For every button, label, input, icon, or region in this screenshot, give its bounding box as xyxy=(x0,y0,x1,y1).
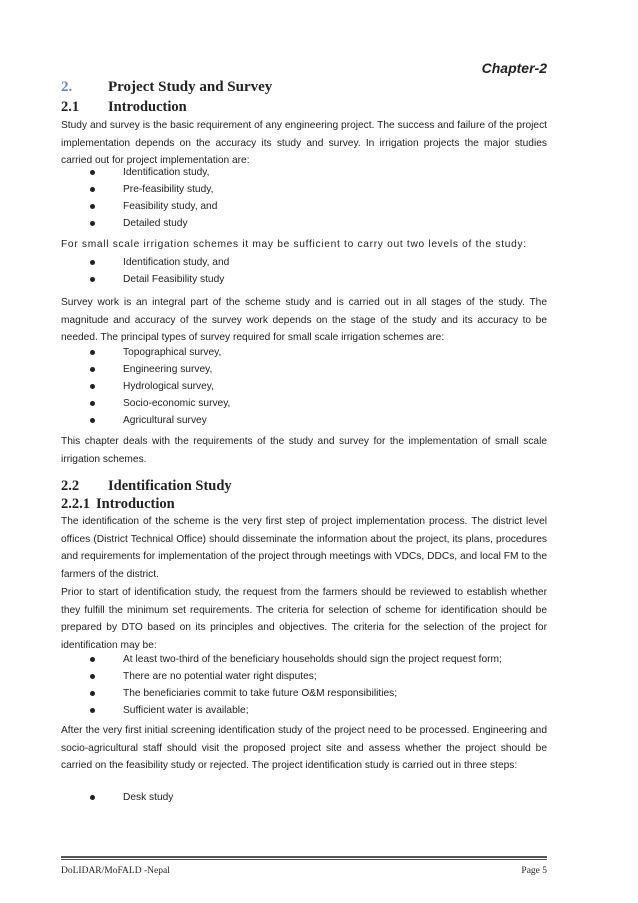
section-heading-2-1 xyxy=(61,99,187,116)
paragraph-levels: For small scale irrigation schemes it may be sufficient to carry out two levels of the study: xyxy=(61,239,527,250)
paragraph-chapter-scope: This chapter deals with the requirements of the study and survey for the implementation of small scale irrigation schemes. xyxy=(61,436,547,465)
section-title: Introduction xyxy=(108,99,187,115)
chapter-label: Chapter-2 xyxy=(481,60,547,76)
bullet-icon xyxy=(90,170,95,175)
bullet-icon xyxy=(90,795,95,800)
list-item: Topographical survey, xyxy=(90,344,230,361)
bullet-icon xyxy=(90,277,95,282)
list-item: Engineering survey, xyxy=(90,361,230,378)
bullet-icon xyxy=(90,221,95,226)
list-item: Identification study, xyxy=(90,164,217,181)
list-item: The beneficiaries commit to take future O&M responsibilities; xyxy=(90,685,502,702)
section-number: 2.2 xyxy=(61,478,80,494)
paragraph-criteria: Prior to start of identification study, the request from the farmers should be reviewed to establish whether they fulfill the minimum set requirements. The criteria for selection of scheme for identification should be prepared by DTO based on its principles and objectives. The criteria for the selection of the project for identification may be: xyxy=(61,587,547,651)
section-title: Introduction xyxy=(96,496,175,512)
list-item: Agricultural survey xyxy=(90,412,230,429)
list-item: At least two-third of the beneficiary households should sign the project request form; xyxy=(90,651,502,668)
bullet-icon xyxy=(90,204,95,209)
bullet-icon xyxy=(90,401,95,406)
paragraph-screening: After the very first initial screening identification study of the project need to be processed. Engineering and socio-agricultural staff should visit the proposed project site and assess whether the project should be carried on the feasibility study or rejected. The project identification study is carried out in three steps: xyxy=(61,725,547,771)
list-item: Desk study xyxy=(90,789,173,806)
bullet-icon xyxy=(90,260,95,265)
criteria-list xyxy=(90,651,502,719)
list-item: Hydrological survey, xyxy=(90,378,230,395)
list-item: Pre-feasibility study, xyxy=(90,181,217,198)
bullet-icon xyxy=(90,418,95,423)
section-heading-2-2 xyxy=(61,478,232,495)
bullet-icon xyxy=(90,708,95,713)
bullet-icon xyxy=(90,674,95,679)
bullet-icon xyxy=(90,187,95,192)
section-title: Identification Study xyxy=(108,478,232,494)
list-item: Sufficient water is available; xyxy=(90,702,502,719)
levels-list xyxy=(90,254,229,288)
steps-list xyxy=(90,789,173,806)
section-heading-2 xyxy=(61,79,272,96)
paragraph-identification: The identification of the scheme is the very first step of project implementation process. The district level offices (District Technical Office) should disseminate the information about the project, its plans, procedures and requirements for implementation of the project through meetings with VDCs, DDCs, and local FM to the farmers of the district. xyxy=(61,516,547,580)
paragraph-survey: Survey work is an integral part of the scheme study and is carried out in all stages of the study. The magnitude and accuracy of the survey work depends on the stage of the study and its accuracy to be needed. The principal types of survey required for small scale irrigation schemes are: xyxy=(61,297,547,343)
footer-divider-thin xyxy=(61,859,547,860)
survey-list xyxy=(90,344,230,429)
footer-organization: DoLIDAR/MoFALD -Nepal xyxy=(61,866,170,876)
list-item: Feasibility study, and xyxy=(90,198,217,215)
list-item: Detail Feasibility study xyxy=(90,271,229,288)
list-item: There are no potential water right disputes; xyxy=(90,668,502,685)
bullet-icon xyxy=(90,384,95,389)
section-title: Project Study and Survey xyxy=(108,79,273,95)
page-number: Page 5 xyxy=(521,866,547,876)
bullet-icon xyxy=(90,367,95,372)
bullet-icon xyxy=(90,657,95,662)
section-heading-2-2-1 xyxy=(61,496,175,513)
bullet-icon xyxy=(90,691,95,696)
list-item: Detailed study xyxy=(90,215,217,232)
list-item: Socio-economic survey, xyxy=(90,395,230,412)
bullet-icon xyxy=(90,350,95,355)
document-page xyxy=(61,0,547,903)
section-number: 2.2.1 xyxy=(61,496,90,512)
study-list xyxy=(90,164,217,232)
list-item: Identification study, and xyxy=(90,254,229,271)
section-number: 2.1 xyxy=(61,99,80,115)
paragraph-intro: Study and survey is the basic requirement of any engineering project. The success and failure of the project implementation depends on the accuracy its study and survey. In irrigation projects the major studies carried out for project implementation are: xyxy=(61,120,547,166)
section-number: 2. xyxy=(61,79,73,95)
footer-divider xyxy=(61,856,547,858)
